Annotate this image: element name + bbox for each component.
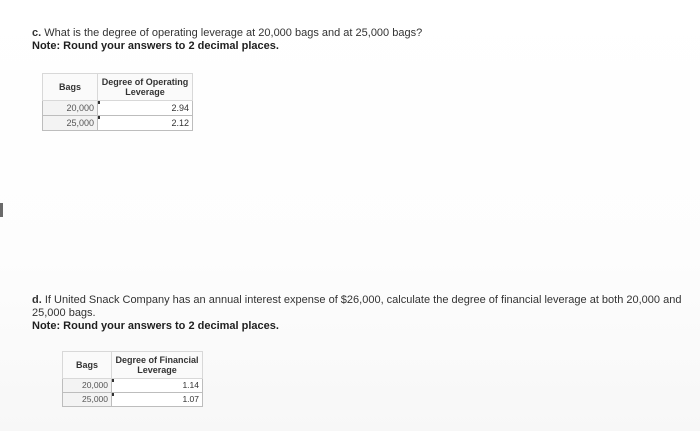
- answer-value: 1.07: [182, 394, 199, 404]
- question-c-text: [32, 27, 672, 40]
- header-bags: Bags: [43, 74, 98, 101]
- input-flag-icon: [112, 393, 117, 396]
- header-operating-leverage: Degree of Operating Leverage: [98, 74, 193, 101]
- bags-cell: 25,000: [63, 393, 112, 407]
- operating-leverage-table: [42, 73, 193, 131]
- answer-value: 2.12: [171, 118, 189, 128]
- input-flag-icon: [98, 116, 103, 119]
- question-d-prefix: d.: [32, 294, 42, 306]
- question-c-note: Note: Round your answers to 2 decimal places.: [32, 40, 279, 52]
- table-row: [43, 116, 193, 131]
- table-row: [63, 393, 203, 407]
- answer-input-cell[interactable]: [98, 116, 193, 131]
- answer-input-cell[interactable]: [112, 393, 203, 407]
- bags-cell: 20,000: [63, 379, 112, 393]
- header-bags: Bags: [63, 352, 112, 379]
- table-row: [43, 101, 193, 116]
- input-flag-icon: [98, 101, 103, 104]
- answer-input-cell[interactable]: [98, 101, 193, 116]
- bags-cell: 25,000: [43, 116, 98, 131]
- input-flag-icon: [112, 379, 117, 382]
- table-row: [63, 379, 203, 393]
- question-d-text: [32, 294, 682, 320]
- question-c-body: What is the degree of operating leverage at 20,000 bags and at 25,000 bags?: [44, 27, 423, 39]
- question-d-note: Note: Round your answers to 2 decimal places.: [32, 320, 279, 332]
- answer-input-cell[interactable]: [112, 379, 203, 393]
- scroll-edge-marker: [0, 203, 3, 217]
- financial-leverage-table: [62, 351, 203, 407]
- question-d-body: If United Snack Company has an annual interest expense of $26,000, calculate the degree of financial leverage at both 20,000 and 25,000 bags.: [32, 294, 682, 319]
- answer-value: 1.14: [182, 380, 199, 390]
- answer-value: 2.94: [171, 103, 189, 113]
- header-financial-leverage: Degree of Financial Leverage: [112, 352, 203, 379]
- bags-cell: 20,000: [43, 101, 98, 116]
- question-c-prefix: c.: [32, 27, 42, 39]
